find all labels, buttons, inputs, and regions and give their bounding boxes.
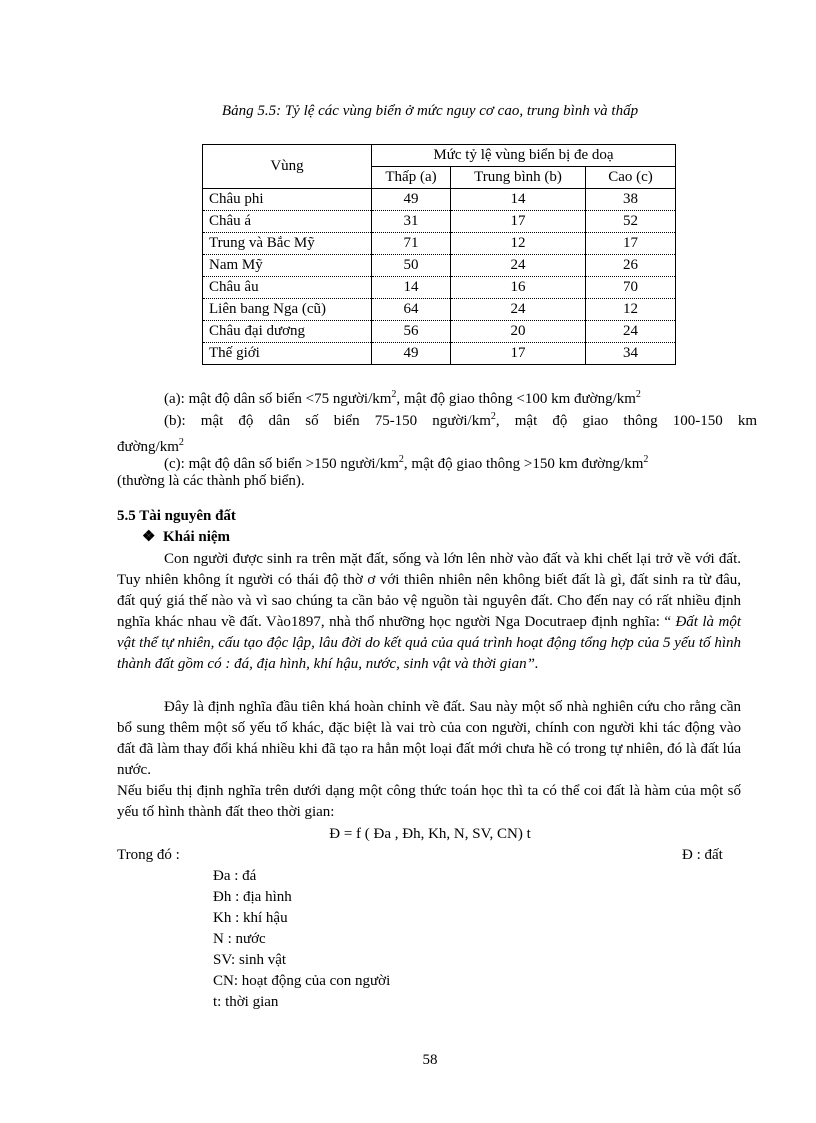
formula: Đ = f ( Đa , Đh, Kh, N, SV, CN) t	[329, 826, 531, 842]
region-cell: Châu phi	[203, 189, 372, 211]
definition-item: Đa : đá	[213, 868, 257, 884]
low-cell: 31	[372, 211, 451, 233]
table-caption: Bảng 5.5: Tỷ lệ các vùng biển ở mức nguy cơ cao, trung bình và thấp	[221, 103, 639, 119]
low-cell: 56	[372, 321, 451, 343]
table-row	[203, 189, 676, 211]
definition-item: Đh : địa hình	[213, 889, 292, 905]
where-label: Trong đó :	[117, 847, 180, 863]
table-row	[203, 255, 676, 277]
high-cell: 12	[586, 299, 676, 321]
definition-d: Đ : đất	[682, 847, 723, 863]
low-cell: 14	[372, 277, 451, 299]
note-c-sup2: 2	[643, 454, 649, 465]
table-row	[203, 321, 676, 343]
definition-item: N : nước	[213, 931, 266, 947]
region-cell: Châu âu	[203, 277, 372, 299]
note-a-part1: (a): mật độ dân số biển <75 người/km	[164, 391, 392, 407]
high-cell: 52	[586, 211, 676, 233]
definition-list	[213, 866, 390, 1013]
mid-cell: 17	[451, 211, 586, 233]
definition-item: Kh : khí hậu	[213, 910, 288, 926]
table-row	[203, 343, 676, 365]
col-region-header: Vùng	[203, 145, 372, 189]
paragraph-2: Đây là định nghĩa đầu tiên khá hoàn chỉnh về đất. Sau này một số nhà nghiên cứu cho rằng cần bổ sung thêm một số yếu tố khác, đặc biệt là vai trò của con người, chính con người khi tác động vào đất đã làm thay đổi khá nhiều khi đã tạo ra hẳn một loại đất mới chưa hề có trong tự nhiên, đó là đất lúa nước.	[117, 699, 741, 778]
mid-cell: 14	[451, 189, 586, 211]
high-cell: 26	[586, 255, 676, 277]
mid-cell: 24	[451, 255, 586, 277]
mid-cell: 17	[451, 343, 586, 365]
note-a-sup1: 2	[391, 389, 397, 400]
paragraph-3: Nếu biểu thị định nghĩa trên dưới dạng một công thức toán học thì ta có thể coi đất là hàm của một số yếu tố hình thành đất theo thời gian:	[117, 783, 741, 820]
note-a-part2: , mật độ giao thông <100 km đường/km	[396, 391, 636, 407]
definition-item: SV: sinh vật	[213, 952, 287, 968]
note-a-sup2: 2	[635, 389, 641, 400]
threat-table	[202, 144, 676, 365]
low-cell: 49	[372, 343, 451, 365]
paragraph-1-quote: Đất là một vật thể tự nhiên, cấu tạo độc lập, lâu đời do kết quả của quá trình hoạt động tổng hợp của 5 yếu tố hình thành đất gồm có : đá, địa hình, khí hậu, nước, sinh vật và thời gian”.	[117, 614, 741, 672]
mid-cell: 12	[451, 233, 586, 255]
subsection-title: Khái niệm	[162, 529, 231, 545]
high-cell: 38	[586, 189, 676, 211]
paragraph-1-text: Con người được sinh ra trên mặt đất, sống và lớn lên nhờ vào đất và khi chết lại trở về với đất. Tuy nhiên không ít người có thái độ thờ ơ với thiên nhiên nên không biết đất là gì, đất sinh ra từ đâu, đất quý giá thế nào và vì sao chúng ta cần bảo vệ nguồn tài nguyên đất. Cho đến nay có rất nhiều định nghĩa khác nhau về đất. Vào1897, nhà thổ nhưỡng học người Nga Docutraep định nghĩa: “	[117, 551, 741, 630]
mid-cell: 16	[451, 277, 586, 299]
group-header: Mức tỷ lệ vùng biển bị đe doạ	[372, 145, 676, 167]
subsection-heading	[142, 527, 230, 548]
region-cell: Liên bang Nga (cũ)	[203, 299, 372, 321]
mid-cell: 24	[451, 299, 586, 321]
table-row	[203, 233, 676, 255]
definition-item: t: thời gian	[213, 994, 279, 1010]
note-c-sup1: 2	[398, 454, 404, 465]
note-c-tail: (thường là các thành phố biển).	[117, 473, 305, 489]
region-cell: Thế giới	[203, 343, 372, 365]
high-cell: 34	[623, 345, 638, 361]
table-row	[203, 277, 676, 299]
region-cell: Trung và Bắc Mỹ	[203, 233, 372, 255]
low-cell: 71	[372, 233, 451, 255]
section-title: 5.5 Tài nguyên đất	[117, 508, 236, 524]
region-cell: Nam Mỹ	[203, 255, 372, 277]
note-b-sup2: 2	[178, 437, 184, 448]
col-high-header: Cao (c)	[586, 167, 676, 189]
note-b-sup1: 2	[490, 411, 496, 422]
high-cell: 70	[586, 277, 676, 299]
page-number: 58	[422, 1052, 438, 1068]
table-row	[203, 299, 676, 321]
paragraph-1	[117, 549, 741, 675]
low-cell: 49	[372, 189, 451, 211]
high-cell: 24	[586, 321, 676, 343]
note-c-part1: (c): mật độ dân số biển >150 người/km	[164, 456, 399, 472]
note-b-part1: (b): mật độ dân số biển 75-150 người/km	[164, 413, 491, 429]
note-c-part2: , mật độ giao thông >150 km đường/km	[403, 456, 644, 472]
col-mid-header: Trung bình (b)	[451, 167, 586, 189]
low-cell: 64	[372, 299, 451, 321]
high-cell: 17	[586, 233, 676, 255]
note-b-part2: , mật độ giao thông 100-150 km đường/km	[117, 413, 757, 455]
definition-item: CN: hoạt động của con người	[213, 973, 391, 989]
col-low-header: Thấp (a)	[372, 167, 451, 189]
table-row	[203, 211, 676, 233]
low-cell: 50	[372, 255, 451, 277]
mid-cell: 20	[451, 321, 586, 343]
diamond-bullet-icon: ❖	[142, 529, 156, 545]
region-cell: Châu đại dương	[203, 321, 372, 343]
region-cell: Châu á	[203, 211, 372, 233]
